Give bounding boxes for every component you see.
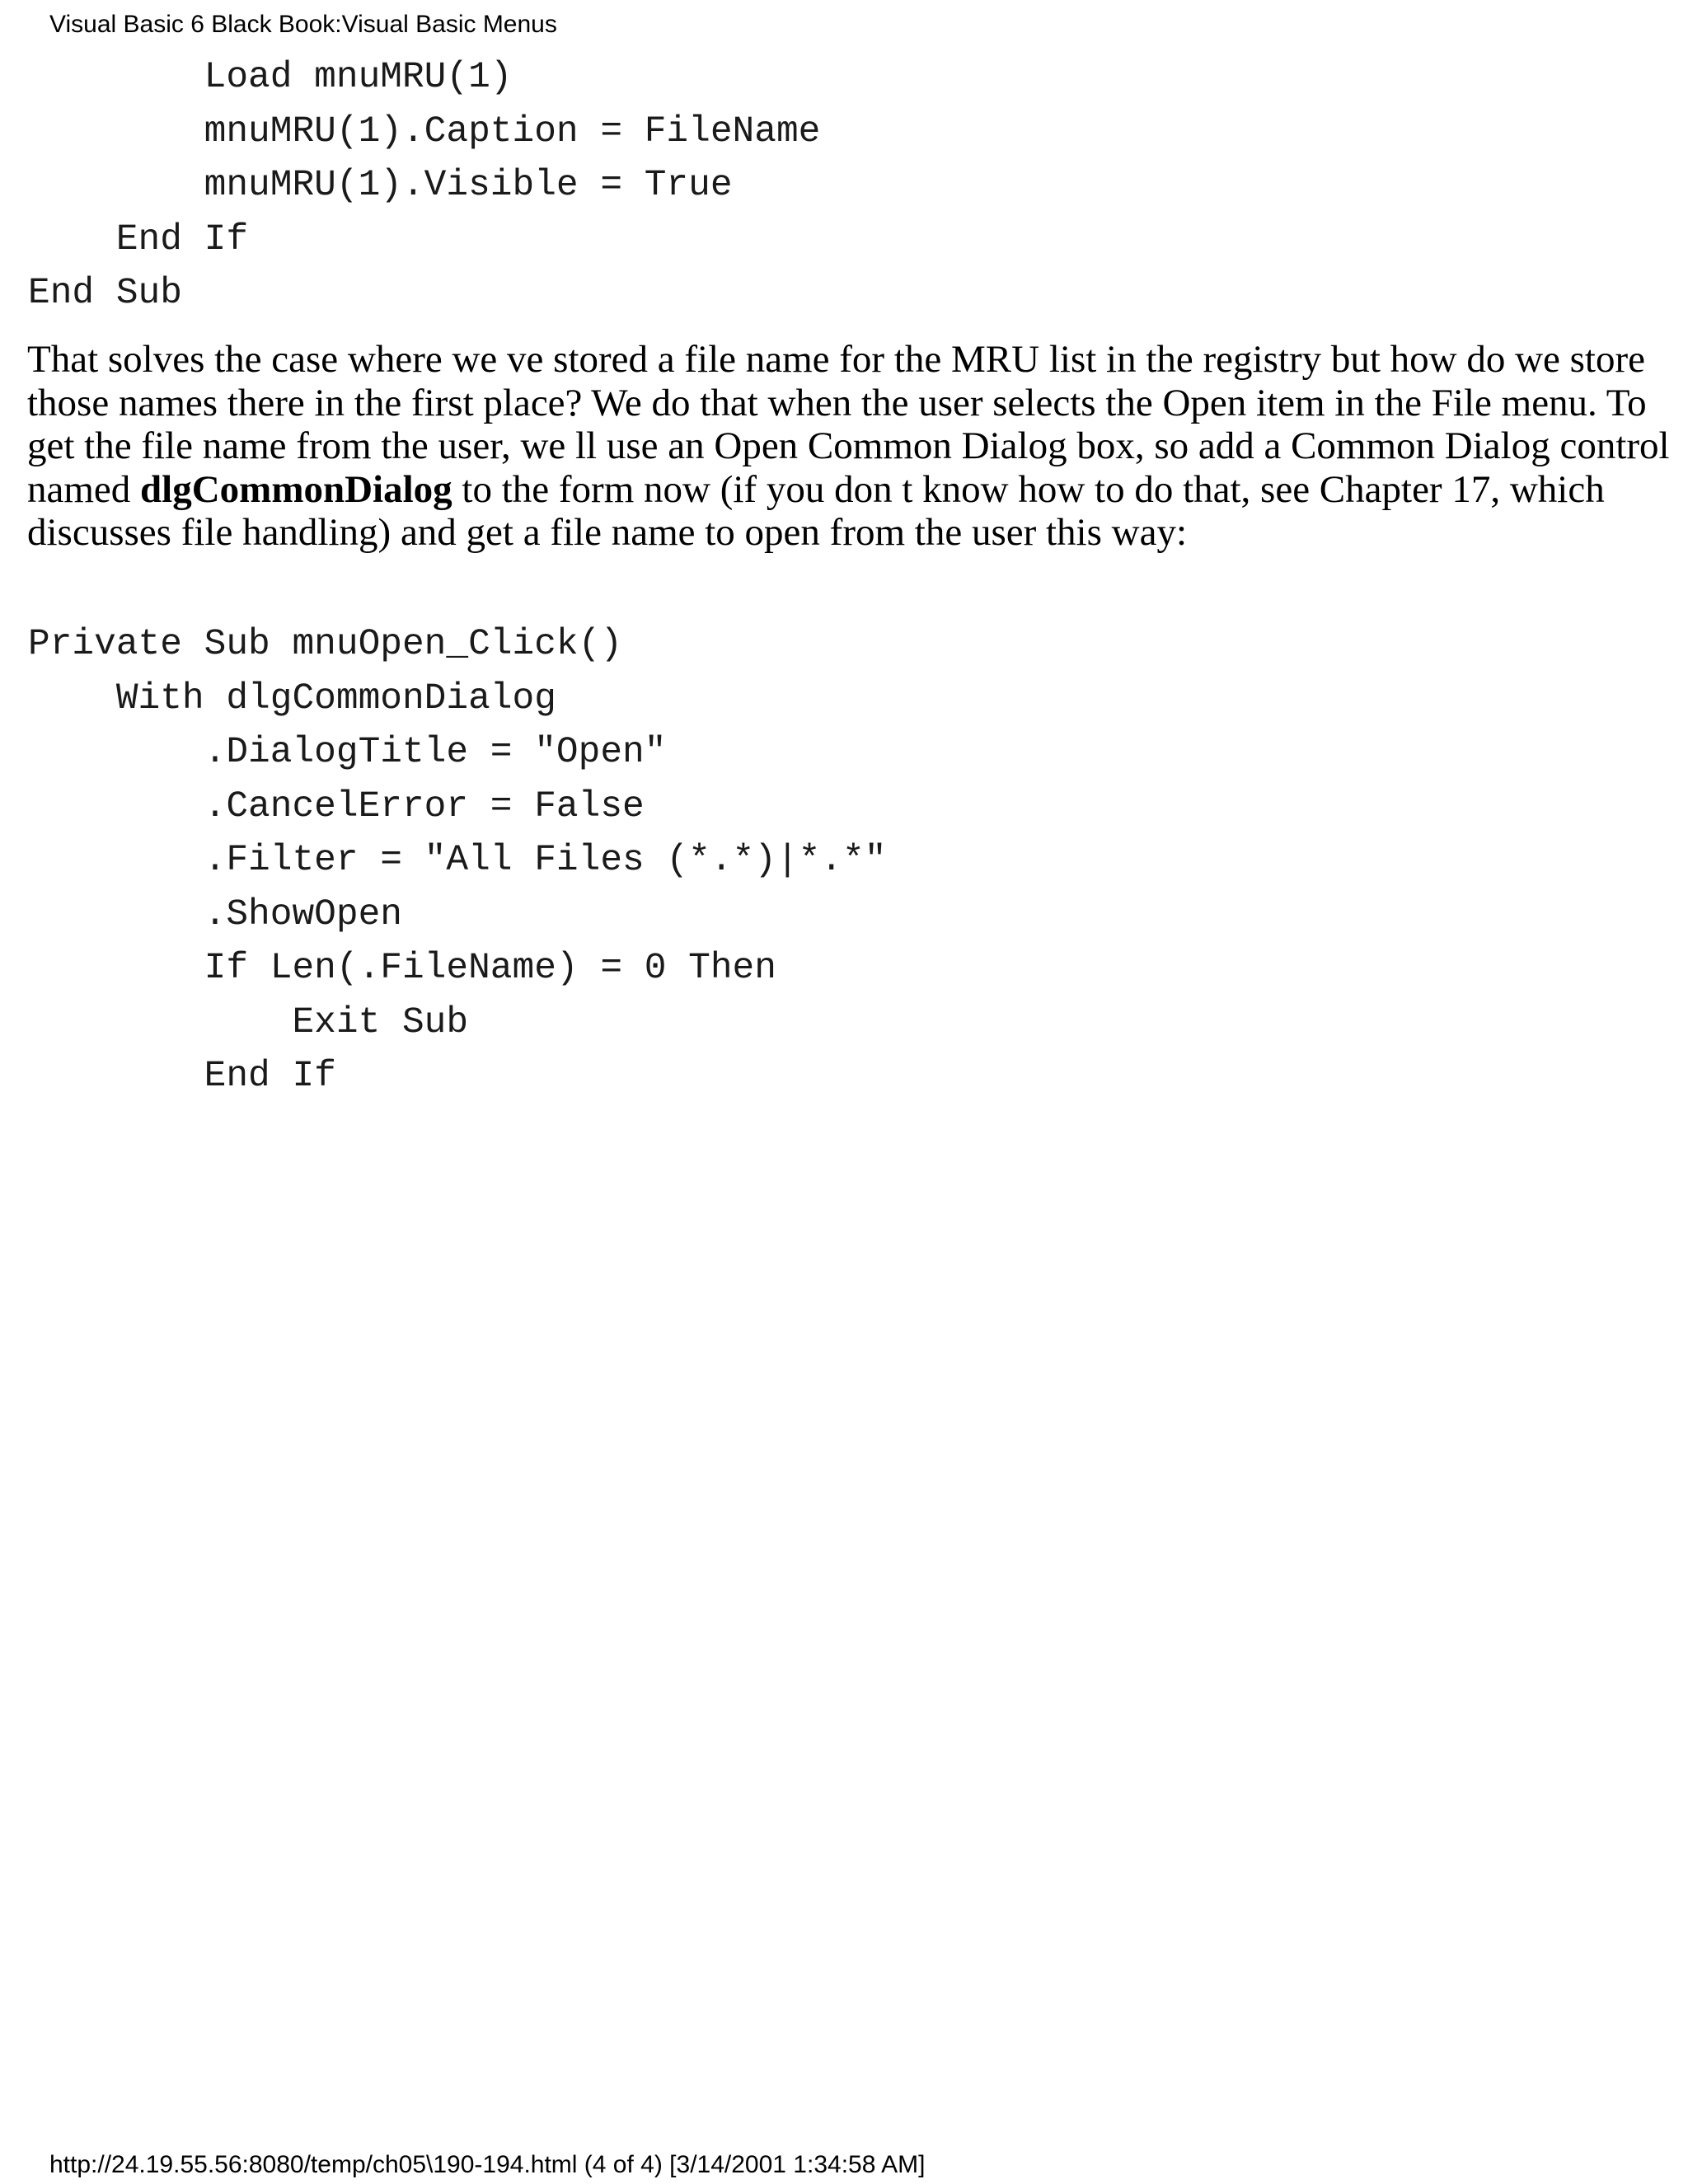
- body-paragraph: [27, 338, 1670, 555]
- code-line: End If: [28, 1056, 336, 1097]
- paragraph-text: named: [27, 467, 141, 511]
- paragraph-line: discusses file handling) and get a file name to open from the user this way:: [27, 511, 1188, 554]
- page-footer-url: http://24.19.55.56:8080/temp/ch05\190-194.html (4 of 4) [3/14/2001 1:34:58 AM]: [49, 2151, 926, 2178]
- code-line: If Len(.FileName) = 0 Then: [28, 948, 776, 989]
- code-line: .ShowOpen: [28, 893, 402, 935]
- code-line: .DialogTitle = "Open": [28, 732, 667, 773]
- code-line: .CancelError = False: [28, 785, 645, 827]
- code-block-mnuopen-click: [28, 618, 886, 1104]
- paragraph-line: That solves the case where we ve stored a file name for the MRU list in the registry but how do we store: [27, 338, 1646, 381]
- paragraph-line: get the file name from the user, we ll use an Open Common Dialog box, so add a Common Dialog control: [27, 424, 1670, 467]
- code-line: End If: [28, 218, 249, 260]
- code-line: Private Sub mnuOpen_Click(): [28, 624, 623, 665]
- code-block-mru-load: [28, 51, 820, 321]
- code-line: Exit Sub: [28, 1001, 469, 1043]
- code-line: With dlgCommonDialog: [28, 677, 556, 719]
- code-line: End Sub: [28, 273, 182, 314]
- paragraph-text: to the form now (if you don t know how to do that, see Chapter 17, which: [452, 467, 1605, 511]
- bold-term-dlgcommondialog: dlgCommonDialog: [140, 467, 452, 511]
- code-line: mnuMRU(1).Visible = True: [28, 165, 733, 206]
- paragraph-line: [27, 468, 1663, 512]
- page-header-title: Visual Basic 6 Black Book:Visual Basic Menus: [49, 11, 557, 38]
- code-line: mnuMRU(1).Caption = FileName: [28, 110, 821, 152]
- paragraph-line: those names there in the first place? We do that when the user selects the Open item in the File menu. To: [27, 381, 1647, 424]
- code-line: Load mnuMRU(1): [28, 57, 513, 98]
- code-line: .Filter = "All Files (*.*)|*.*": [28, 840, 887, 881]
